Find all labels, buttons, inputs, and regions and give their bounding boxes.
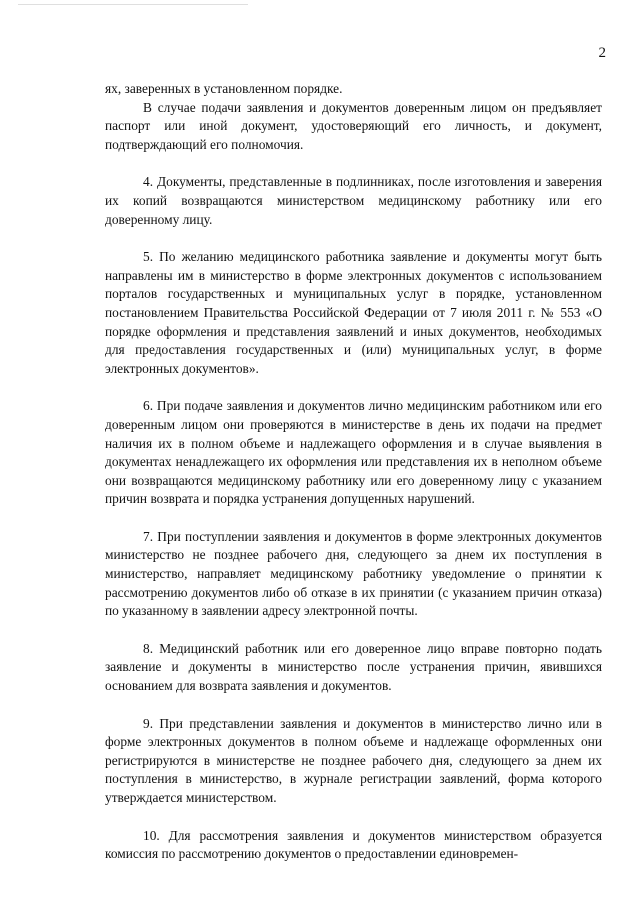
paragraph-trusted-person: В случае подачи заявления и документов доверенным лицом он предъявляет паспорт или иной документ, удостоверяющий его личность, и документ, подтверждающий его полномочия. xyxy=(105,99,602,152)
paragraph-5: 5. По желанию медицинского работника заявление и документы могут быть направлены им в министерство в форме электронных документов с использованием порталов государственных и муниципальных услуг в порядке, установленном постановлением Правительства Российской Федерации от 7 июля 2011 г. № 553 «О порядке оформления и представления заявлений и иных документов, необходимых для предоставления государственных и (или) муниципальных услуг, в форме электронных документов». xyxy=(105,249,602,376)
paragraph-continuation: ях, заверенных в установленном порядке. xyxy=(105,81,343,96)
paragraph-9: 9. При представлении заявления и документов в министерство лично или в форме электронных документов в полном объеме и надлежаще оформленных они регистрируются в министерстве не позднее рабочего дня, следующего за днем их поступления в министерство, в журнале регистрации заявлений, форма которого утверждается министерством. xyxy=(105,715,602,805)
page-number: 2 xyxy=(598,45,606,61)
document-body xyxy=(105,80,602,864)
paragraph-4: 4. Документы, представленные в подлинниках, после изготовления и заверения их копий возвращаются министерством медицинскому работнику или его доверенному лицу. xyxy=(105,174,602,227)
paragraph-6: 6. При подаче заявления и документов лично медицинским работником или его доверенным лицом они проверяются в министерстве в день их подачи на предмет наличия их в полном объеме и надлежащего оформления и в случае выявления в документах ненадлежащего их оформления или представления их в неполном объеме они возвращаются медицинскому работнику или его доверенному лицу с указанием причин возврата и порядка устранения допущенных нарушений. xyxy=(105,398,602,507)
paragraph-7: 7. При поступлении заявления и документов в форме электронных документов министерство не позднее рабочего дня, следующего за днем их поступления в министерство, направляет медицинскому работнику уведомление о принятии к рассмотрению документов либо об отказе в их принятии (с указанием причин отказа) по указанному в заявлении адресу электронной почты. xyxy=(105,528,602,619)
paragraph-8: 8. Медицинский работник или его доверенное лицо вправе повторно подать заявление и документы в министерство после устранения причин, явившихся основанием для возврата заявления и документов. xyxy=(105,640,602,694)
paragraph-10: 10. Для рассмотрения заявления и документов министерством образуется комиссия по рассмотрению документов о предоставлении единовремен- xyxy=(105,827,602,862)
scan-header-artifact xyxy=(18,0,248,5)
